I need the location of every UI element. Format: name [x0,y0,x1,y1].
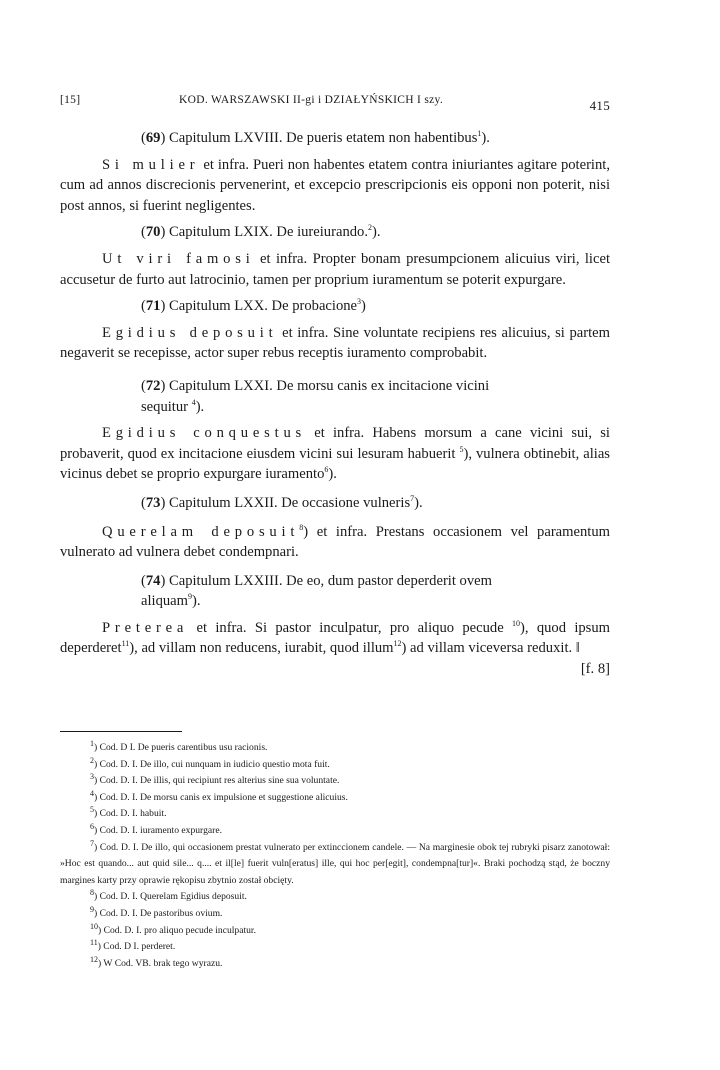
page-number: 415 [589,98,610,113]
footnote-text: Cod. D. I. habuit. [99,808,167,820]
footnote-ref: 9 [188,592,193,602]
chapter-number: 71 [145,298,161,315]
heading-continuation: aliquam [141,593,189,610]
footnote-ref: 7 [410,494,415,504]
footnote-text: Cod. D. I. De illo, cui nunquam in iudicio questio mota fuit. [99,758,330,770]
footnote: $^2$) Cod. D. I. De illo, cui nunquam in iudicio questio mota fuit. [90,755,330,770]
footnote-ref: 5 [459,444,464,454]
paragraph-71 [60,323,610,364]
paragraph-text: ), ad villam non reducens, iurabit, quod illum [129,640,394,657]
section-marker: [15] [60,94,81,106]
footnote-number: 12 [90,954,98,964]
footnote-number: 10 [90,921,98,931]
footnote-text: Cod. D. I. pro aliquo pecude inculpatur. [103,924,256,936]
footnote: $^8$) Cod. D. I. Querelam Egidius deposuit. [90,888,247,903]
footnote: $^7$) Cod. D. I. De illo, qui occasionem prestat vulnerato per extinccionem candele. — Na marginesie obok tej rubryki pisarz zanotował: »Hoc est quando... aut quid sile... q.... et il[le] fuerit vuln[eratus] ille, qui hoc per[egit], condempna[tur]«. Braki pochodzą stąd, że boczny margines karty przy oprawie rękopisu zbytnio został obcięty. [60,838,611,886]
footnote: $^9$) Cod. D. I. De pastoribus ovium. [90,904,223,919]
footnote-number: 4 [90,788,94,798]
running-title: KOD. WARSZAWSKI II-gi i DZIAŁYŃSKICH I szy. [179,94,443,106]
footnote-ref: 1 [477,129,482,139]
chapter-number: 70 [145,224,161,241]
footnote-ref: 10 [512,619,520,629]
paragraph-69 [60,155,610,217]
footnote-ref: 11 [121,639,130,649]
paragraph-text: , vulnera obtinebit, alias vicinus debet se proprio expurgare iuramento [60,445,610,483]
footnote: $^4$) Cod. D. I. De morsu canis ex impulsione et suggestione alicuius. [90,788,348,803]
paragraph-73: Querelam deposuit$^8$) et infra. Prestans occasionem vel paramentum vulnerato ad vulnera debet condempnari. [60,522,610,561]
footnote-text: Cod. D. I. De illo, qui occasionem prestat vulnerato per extinccionem candele. — Na marginesie obok tej rubryki pisarz zanotował: »Hoc est quando... aut quid sile... q.... et il[le] fuerit vuln[eratus] ille, qui hoc per[egit], condempna[tur]«. Braki pochodzą stąd, że boczny margines karty przy oprawie rękopisu zbytnio został obcięty. [60,841,611,886]
footnote-text: Cod. D. I. iuramento expurgare. [99,824,222,836]
footnote-text: Cod. D I. De pueris carentibus usu racionis. [99,742,268,753]
incipit: Querelam deposuit [102,523,300,540]
paragraph-text: et infra. Sine voluntate recipiens res alicuius, si partem negaverit se recepisse, actor super rebus receptis iuramento comprobabit. [60,324,610,362]
footnote: $^6$) Cod. D. I. iuramento expurgare. [90,821,222,836]
footnote: $^1$) Cod. D I. De pueris carentibus usu racionis. [90,738,268,753]
chapter-number: 73 [145,494,161,511]
footnote-number: 7 [90,838,94,848]
footnote: $^3$) Cod. D. I. De illis, qui recipiunt res alterius sine sua voluntate. [90,772,340,787]
paragraph-text: ) ad villam viceversa reduxit. ‖ [401,640,580,657]
chapter-heading-70: (70) Capitulum LXIX. De iureiurando.$^2$). [141,223,381,241]
footnotes [60,740,610,972]
incipit: Egidius conquestus [102,425,307,442]
heading-text: Capitulum LXX. De probacione [168,298,358,315]
heading-continuation: sequitur [141,398,189,415]
footnote: $^5$) Cod. D. I. habuit. [90,805,167,820]
footnote-text: Cod. D I. perderet. [103,941,176,953]
footnote-number: 6 [90,821,94,831]
footnote-number: 8 [90,888,94,898]
footnote-separator [60,731,182,732]
footnote-ref: 6 [324,465,329,475]
heading-text: Capitulum LXVIII. De pueris etatem non habentibus [168,130,478,146]
chapter-heading-73: (73) Capitulum LXXII. De occasione vulneris$^7$). [141,494,423,511]
chapter-number: 74 [145,572,161,589]
footnote-text: Cod. D. I. Querelam Egidius deposuit. [99,891,247,903]
footnote-text: Cod. D. I. De pastoribus ovium. [99,907,223,919]
incipit: Ut viri famosi [102,250,255,267]
incipit: Egidius deposuit [102,324,278,341]
paragraph-text: et infra. Habens morsum a cane vicini sui, si probaverit, quod ex incitacione eiusdem vicini sui lesuram habuerit [60,425,610,462]
paragraph-text: et infra. Si pastor inculpatur, pro aliquo pecude [188,619,504,636]
footnote-ref: 8 [299,522,304,532]
heading-text: Capitulum LXXIII. De eo, dum pastor deperderit ovem [168,572,492,589]
paragraph-text: et infra. Pueri non habentes etatem contra iniuriantes agitare poterint, cum ad annos discrecionis pervenerint, et excepcio prescripcionis eis opponi non poterit, nisi post annos, si fuerint negligentes. [60,156,610,214]
chapter-number: 72 [145,377,161,394]
chapter-heading-69: (69) Capitulum LXVIII. De pueris etatem non habentibus$^1$). [141,129,490,146]
footnote-number: 9 [90,904,94,914]
footnote: $^{11}$) Cod. D I. perderet. [90,937,176,953]
main-text [60,128,610,680]
footnote-text: Cod. D. I. De morsu canis ex impulsione et suggestione alicuius. [99,791,348,803]
footnote-number: 5 [90,805,94,815]
chapter-number: 69 [145,130,161,146]
incipit: Si mulier [102,156,200,173]
footnote-ref: 3 [357,297,362,307]
footnote-ref: 12 [393,639,402,649]
chapter-heading-71: (71) Capitulum LXX. De probacione$^3$) [141,297,366,315]
footnote-text: Cod. D. I. De illis, qui recipiunt res alterius sine sua voluntate. [99,775,340,787]
paragraph-text: . [333,466,337,483]
paragraph-text: , quod ipsum deperderet [60,619,610,657]
footnote-ref: 4 [191,397,196,407]
footnote-number: 3 [90,772,94,781]
heading-text: Capitulum LXIX. De iureiurando. [168,224,368,241]
footnote-text: W Cod. VB. brak tego wyrazu. [103,957,223,969]
paragraph-72: Egidius conquestus et infra. Habens morsum a cane vicini sui, si probaverit, quod ex incitacione eiusdem vicini sui lesuram habuerit $^5$), vulnera obtinebit, alias vicinus debet se proprio expurgare iuramento$^6$). [60,425,610,483]
paragraph-text: et infra. Prestans occasionem vel paramentum vulnerato ad vulnera debet condempnari. [60,523,610,561]
running-head [60,92,610,112]
footnote-number: 11 [90,937,98,947]
chapter-heading-72: (72) Capitulum LXXI. De morsu canis ex incitacione vicini sequitur $^4$). [141,377,490,415]
incipit: Preterea [102,619,189,636]
footnote-ref: 2 [367,223,372,233]
heading-text: Capitulum LXXI. De morsu canis ex incitacione vicini [168,377,490,394]
folio-reference: [f. 8] [580,661,610,678]
chapter-heading-74: (74) Capitulum LXXIII. De eo, dum pastor deperderit ovem aliquam$^9$). [141,572,492,610]
footnote: $^{12}$) W Cod. VB. brak tego wyrazu. [90,954,223,969]
footnote-number: 2 [90,755,94,765]
paragraph-text: et infra. Propter bonam presumpcionem alicuius viri, licet accusetur de furto aut latrocinio, tamen per proprium iuramentum se poterit expurgare. [60,250,610,288]
footnote-number: 1 [90,738,94,748]
heading-text: Capitulum LXXII. De occasione vulneris [168,494,411,511]
paragraph-70 [60,249,610,290]
paragraph-74: Preterea et infra. Si pastor inculpatur, pro aliquo pecude $^{10}$), quod ipsum deperderet$^{11}$), ad villam non reducens, iurabit, quod illum$^{12}$) ad villam viceversa reduxit. ‖ [f. 8] [60,618,610,659]
footnote: $^{10}$) Cod. D. I. pro aliquo pecude inculpatur. [90,921,256,936]
